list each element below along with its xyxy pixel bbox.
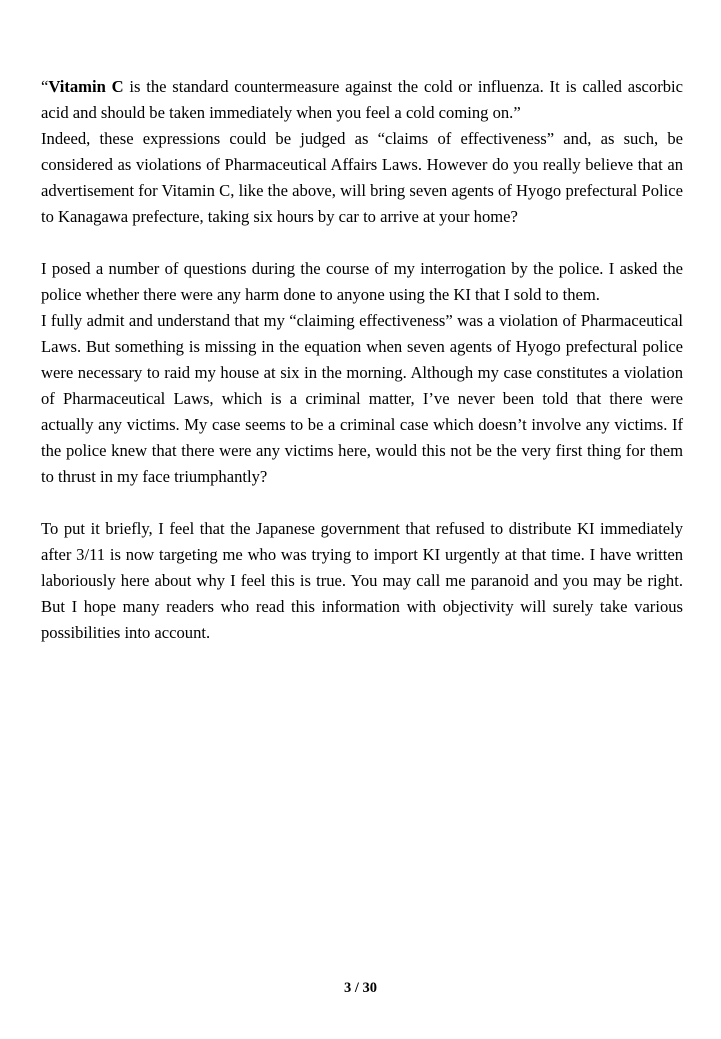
paragraph-interrogation-questions: I posed a number of questions during the course of my interrogation by the police. I asked the police whether there were any harm done to anyone using the KI that I sold to them. bbox=[41, 259, 683, 304]
paragraph-no-victims: I fully admit and understand that my “claiming effectiveness” was a violation of Pharmaceutical Laws. But something is missing in the equation when seven agents of Hyogo prefectural police were necessary to raid my house at six in the morning. Although my case constitutes a violation of Pharmaceutical Laws, which is a criminal matter, I’ve never been told that there were actually any victims. My case seems to be a criminal case which doesn’t involve any victims. If the police knew that there were any victims here, would this not be the very first thing for them to thrust in my face triumphantly? bbox=[41, 311, 683, 486]
paragraph-conclusion: To put it briefly, I feel that the Japanese government that refused to distribute KI immediately after 3/11 is now targeting me who was trying to import KI urgently at that time. I have written laboriously here about why I feel this is true. You may call me paranoid and you may be right. But I hope many readers who read this information with objectivity will surely take various possibilities into account. bbox=[41, 519, 683, 642]
open-quote: “ bbox=[41, 77, 49, 96]
bold-term-vitamin-c: Vitamin C bbox=[48, 77, 124, 96]
document-body bbox=[41, 74, 683, 646]
page-number: 3 / 30 bbox=[343, 980, 378, 996]
paragraph-vitamin-c-quote bbox=[41, 74, 683, 126]
paragraph-gap bbox=[41, 490, 683, 516]
paragraph-claims-of-effectiveness: Indeed, these expressions could be judged as “claims of effectiveness” and, as such, be considered as violations of Pharmaceutical Affairs Laws. However do you really believe that an advertisement for Vitamin C, like the above, will bring seven agents of Hyogo prefectural Police to Kanagawa prefecture, taking six hours by car to arrive at your home? bbox=[41, 129, 683, 226]
quote-text: is the standard countermeasure against the cold or influenza. It is called ascorbic acid and should be taken immediately when you feel a cold coming on.” bbox=[41, 77, 683, 122]
paragraph-gap bbox=[41, 230, 683, 256]
